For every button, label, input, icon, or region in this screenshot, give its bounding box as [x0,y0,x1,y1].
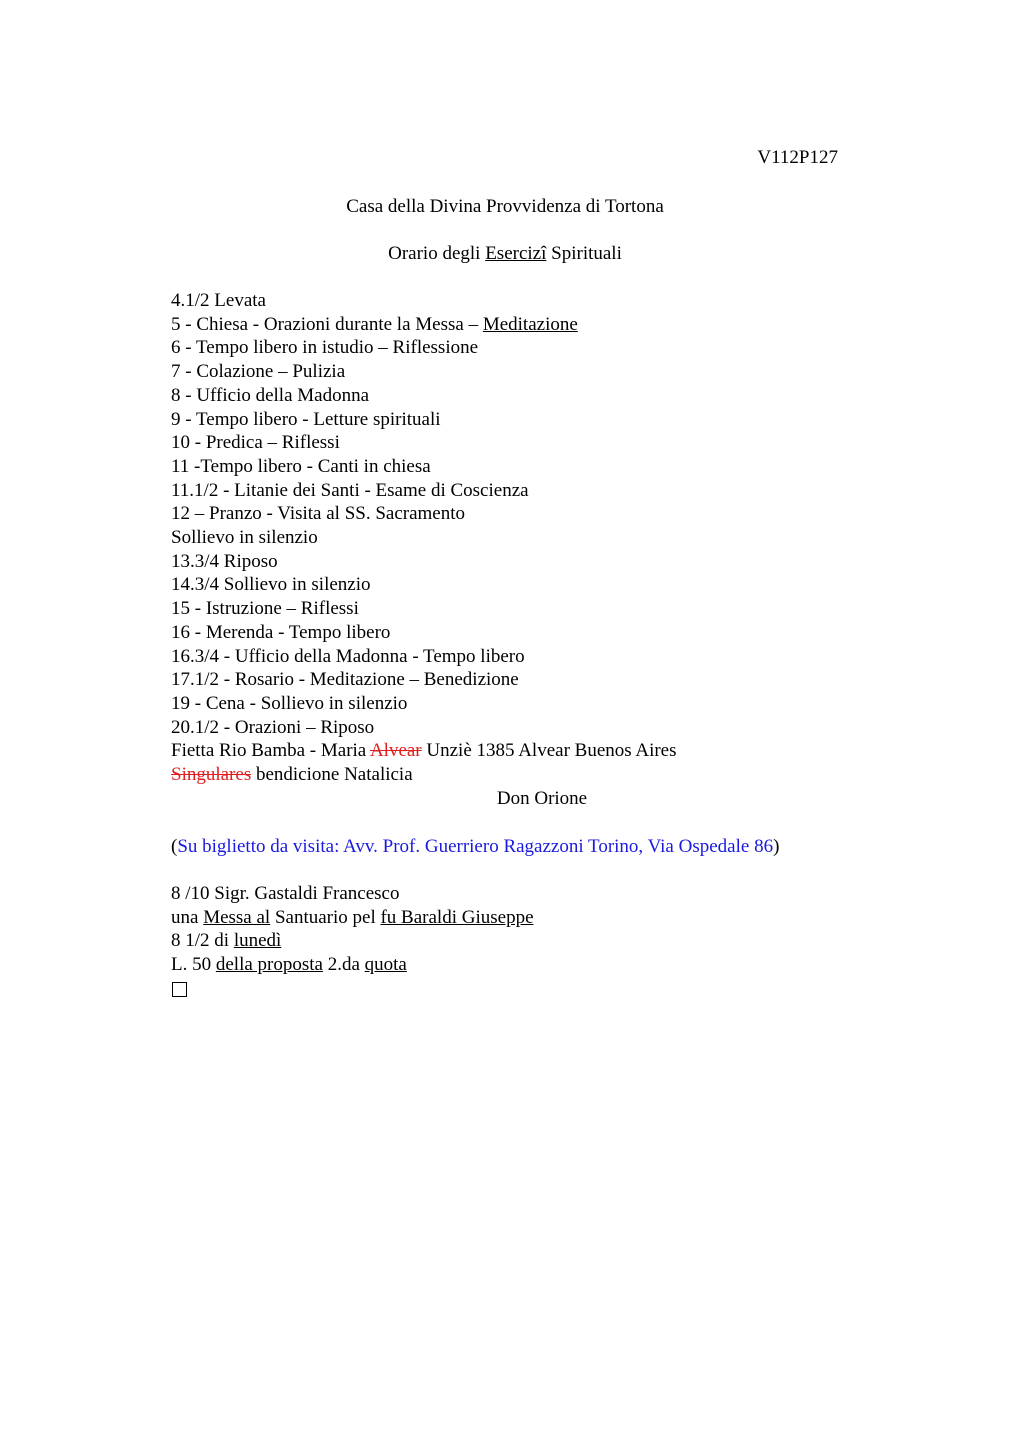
schedule-line: 13.3/4 Riposo [171,550,278,572]
struck-word: Alvear [369,740,422,762]
notes-underlined: Messa al [203,906,271,928]
notes-line [171,906,534,930]
notes-text: Santuario pel [270,906,381,928]
schedule-line-underlined: Meditazione [482,313,578,335]
mass-notes [171,882,534,1004]
notes-underlined: fu Baraldi Giuseppe [380,906,534,928]
schedule-line: 6 - Tempo libero in istudio – Riflessione [171,337,479,359]
struck-word: Singulares [171,764,252,786]
schedule-line: 16.3/4 - Ufficio della Madonna - Tempo libero [171,645,525,667]
notes-text: 2.da [322,954,365,976]
schedule-line: 9 - Tempo libero - Letture spirituali [171,408,441,430]
schedule-line: 16 - Merenda - Tempo libero [171,621,391,643]
blessing-suffix: bendicione Natalicia [251,764,413,786]
schedule-line: 4.1/2 Levata [171,290,266,311]
blessing-line [171,763,839,787]
reference-code: V112P127 [757,147,838,168]
schedule-line: Sollievo in silenzio [171,527,318,549]
schedule-line-text: 5 - Chiesa - Orazioni durante la Messa – [171,313,483,335]
notes-text: 8 1/2 di [171,930,234,952]
empty-checkbox-icon [171,977,534,1004]
schedule-line: 14.3/4 Sollievo in silenzio [171,574,371,596]
schedule-list [171,289,839,810]
schedule-line: 11 -Tempo libero - Canti in chiesa [171,455,431,477]
schedule-line: 17.1/2 - Rosario - Meditazione – Benedizione [171,669,519,691]
address-suffix: Unziè 1385 Alvear Buenos Aires [421,740,677,762]
notes-underlined: lunedì [233,930,282,952]
schedule-line: 11.1/2 - Litanie dei Santi - Esame di Coscienza [171,479,529,501]
schedule-line [171,313,839,337]
visiting-card-note [171,835,779,859]
paren-close: ) [773,836,780,857]
document-title [171,242,839,266]
title-underlined-word: Esercizi [485,243,547,264]
paren-open: ( [171,836,178,857]
address-line [171,739,839,763]
schedule-line: 12 – Pranzo - Visita al SS. Sacramento [171,503,466,525]
notes-underlined: quota [364,954,407,976]
title-prefix: Orario degli [388,243,486,264]
notes-line [171,929,534,953]
schedule-line: 7 - Colazione – Pulizia [171,361,346,383]
schedule-line: 20.1/2 - Orazioni – Riposo [171,716,375,738]
signature: Don Orione [496,787,588,809]
notes-line: 8 /10 Sigr. Gastaldi Francesco [171,883,400,904]
notes-text: L. 50 [171,954,216,976]
schedule-line: 8 - Ufficio della Madonna [171,384,370,406]
title-suffix: Spirituali [546,243,622,264]
visiting-card-text: Su biglietto da visita: Avv. Prof. Guerriero Ragazzoni Torino, Via Ospedale 86 [177,836,774,857]
schedule-line: 19 - Cena - Sollievo in silenzio [171,692,408,714]
schedule-line: 15 - Istruzione – Riflessi [171,598,359,620]
organization-heading: Casa della Divina Provvidenza di Tortona [346,196,664,217]
notes-underlined: della proposta [215,954,323,976]
notes-text: una [171,906,204,928]
schedule-line: 10 - Predica – Riflessi [171,432,340,454]
address-prefix: Fietta Rio Bamba - Maria [171,740,370,762]
notes-line [171,953,534,977]
